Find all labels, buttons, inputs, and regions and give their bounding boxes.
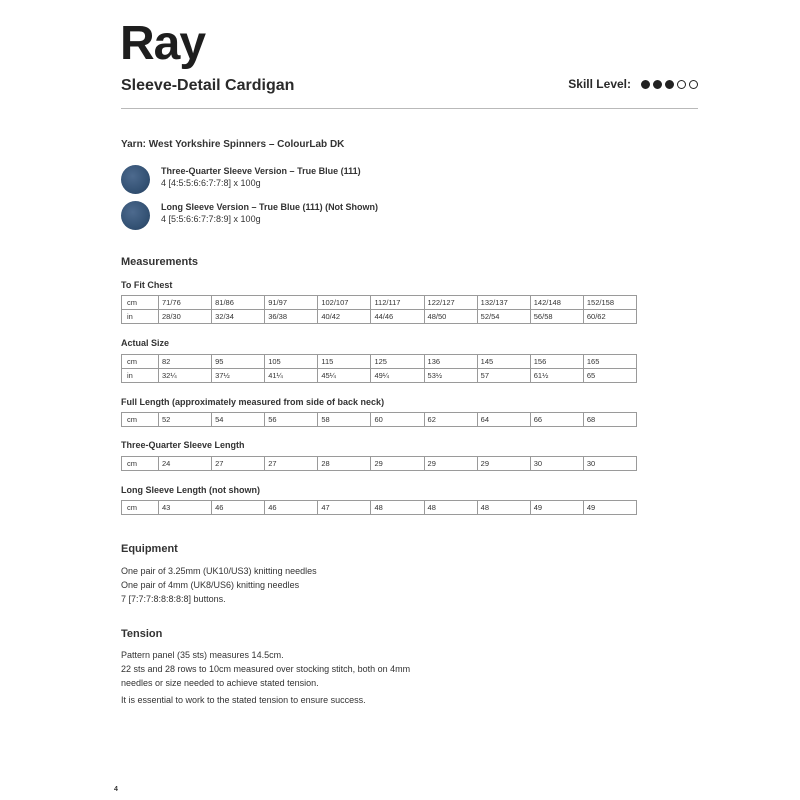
equipment-list [121,564,317,606]
table-cell: 48 [477,501,530,515]
table-cell: 43 [159,501,212,515]
unit-cell: in [122,369,159,383]
three-quarter-sleeve-table [121,456,637,471]
tension-line: needles or size needed to achieve stated tension. [121,678,319,688]
table-cell: 32/34 [212,310,265,324]
table-cell: 45¼ [318,369,371,383]
equipment-item: 7 [7:7:7:8:8:8:8:8] buttons. [121,594,226,604]
unit-cell: cm [122,296,159,310]
table-cell: 58 [318,413,371,427]
table-cell: 66 [530,413,583,427]
table-cell: 62 [424,413,477,427]
table-cell: 41¼ [265,369,318,383]
table-cell: 27 [212,457,265,471]
table-cell: 36/38 [265,310,318,324]
skill-level [568,77,698,91]
table-cell: 28/30 [159,310,212,324]
variant-quantity: 4 [5:5:6:6:7:7:8:9] x 100g [161,214,261,224]
skill-dot-empty-icon [689,80,698,89]
table-cell: 142/148 [530,296,583,310]
page-subtitle: Sleeve-Detail Cardigan [121,77,295,94]
table-cell: 37½ [212,369,265,383]
table-cell: 53½ [424,369,477,383]
page-number: 4 [114,786,118,793]
three-quarter-sleeve-heading: Three-Quarter Sleeve Length [121,440,245,450]
tension-line: 22 sts and 28 rows to 10cm measured over stocking stitch, both on 4mm [121,664,411,674]
table-cell: 136 [424,355,477,369]
table-row [122,296,637,310]
table-row [122,369,637,383]
table-row [122,310,637,324]
table-cell: 102/107 [318,296,371,310]
table-cell: 82 [159,355,212,369]
tension-text [121,648,410,707]
table-cell: 32¼ [159,369,212,383]
table-cell: 47 [318,501,371,515]
table-cell: 28 [318,457,371,471]
variant-name: Three-Quarter Sleeve Version – True Blue (111) [161,166,361,176]
table-cell: 44/46 [371,310,424,324]
full-length-heading: Full Length (approximately measured from side of back neck) [121,397,385,407]
tension-line: Pattern panel (35 sts) measures 14.5cm. [121,650,284,660]
table-cell: 105 [265,355,318,369]
table-cell: 95 [212,355,265,369]
yarn-variant-long-sleeve [121,201,378,230]
table-cell: 122/127 [424,296,477,310]
tension-heading: Tension [121,628,163,640]
skill-dot-filled-icon [641,80,650,89]
table-cell: 57 [477,369,530,383]
table-cell: 165 [583,355,636,369]
table-cell: 29 [477,457,530,471]
header-divider [121,108,698,109]
tension-line: It is essential to work to the stated tension to ensure success. [121,695,366,705]
table-cell: 81/86 [212,296,265,310]
table-cell: 30 [583,457,636,471]
long-sleeve-table [121,500,637,515]
variant-name: Long Sleeve Version – True Blue (111) (Not Shown) [161,202,379,212]
yarn-variant-three-quarter [121,165,361,194]
table-cell: 64 [477,413,530,427]
table-cell: 115 [318,355,371,369]
to-fit-chest-table [121,295,637,324]
table-cell: 91/97 [265,296,318,310]
equipment-item: One pair of 4mm (UK8/US6) knitting needles [121,580,300,590]
table-cell: 48 [371,501,424,515]
measurements-heading: Measurements [121,256,199,268]
skill-level-label: Skill Level: [568,77,631,91]
table-cell: 68 [583,413,636,427]
skill-dot-filled-icon [653,80,662,89]
table-cell: 27 [265,457,318,471]
to-fit-chest-heading: To Fit Chest [121,280,173,290]
table-row [122,501,637,515]
table-cell: 52/54 [477,310,530,324]
actual-size-table [121,354,637,383]
table-cell: 48/50 [424,310,477,324]
table-cell: 112/117 [371,296,424,310]
unit-cell: cm [122,501,159,515]
table-cell: 145 [477,355,530,369]
table-cell: 46 [265,501,318,515]
table-cell: 71/76 [159,296,212,310]
skill-dot-empty-icon [677,80,686,89]
unit-cell: cm [122,413,159,427]
table-cell: 56/58 [530,310,583,324]
yarn-swatch-icon [121,165,150,194]
yarn-heading: Yarn: West Yorkshire Spinners – ColourLab DK [121,139,345,150]
skill-dot-filled-icon [665,80,674,89]
table-row [122,413,637,427]
unit-cell: cm [122,457,159,471]
page-title: Ray [120,17,206,70]
table-cell: 29 [371,457,424,471]
table-cell: 24 [159,457,212,471]
full-length-table [121,412,637,427]
table-cell: 48 [424,501,477,515]
table-cell: 61½ [530,369,583,383]
variant-quantity: 4 [4:5:5:6:6:7:7:8] x 100g [161,178,261,188]
table-cell: 132/137 [477,296,530,310]
table-row [122,457,637,471]
actual-size-heading: Actual Size [121,338,170,348]
table-cell: 49¼ [371,369,424,383]
table-cell: 125 [371,355,424,369]
long-sleeve-heading: Long Sleeve Length (not shown) [121,485,260,495]
unit-cell: cm [122,355,159,369]
table-cell: 60 [371,413,424,427]
table-cell: 30 [530,457,583,471]
table-cell: 40/42 [318,310,371,324]
table-cell: 49 [530,501,583,515]
table-cell: 52 [159,413,212,427]
table-cell: 54 [212,413,265,427]
equipment-item: One pair of 3.25mm (UK10/US3) knitting needles [121,566,317,576]
table-cell: 156 [530,355,583,369]
equipment-heading: Equipment [121,543,178,555]
table-cell: 29 [424,457,477,471]
table-cell: 65 [583,369,636,383]
yarn-swatch-icon [121,201,150,230]
table-cell: 49 [583,501,636,515]
unit-cell: in [122,310,159,324]
table-cell: 152/158 [583,296,636,310]
table-cell: 56 [265,413,318,427]
skill-level-dots [638,80,698,89]
table-cell: 46 [212,501,265,515]
table-row [122,355,637,369]
table-cell: 60/62 [583,310,636,324]
